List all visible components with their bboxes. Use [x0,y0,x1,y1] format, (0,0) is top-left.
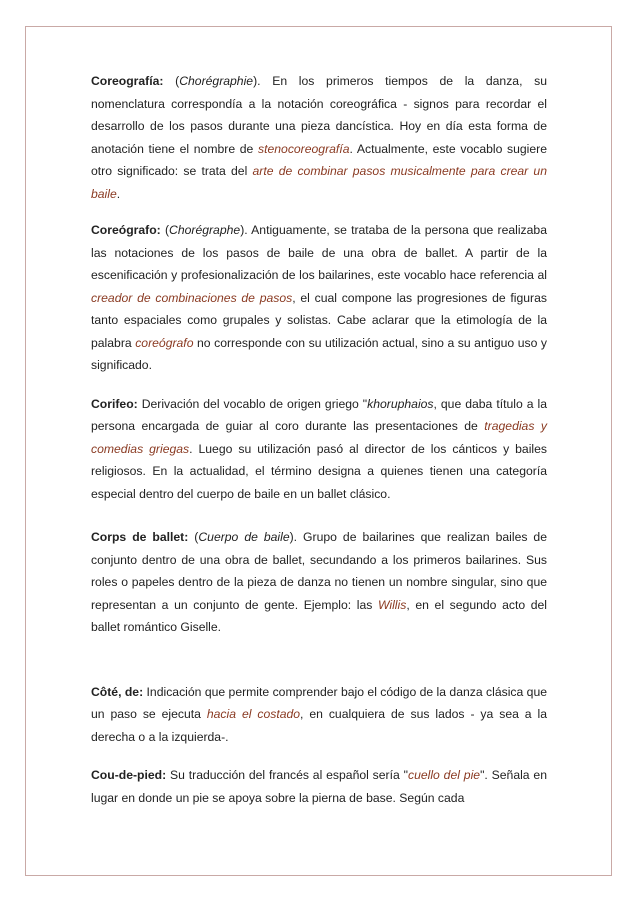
highlighted-phrase: tragedias y comedias griegas [91,419,547,456]
entry-text: . Actualmente, este vocablo sugiere otro significado: se trata del [91,141,547,178]
highlighted-phrase: arte de combinar pasos musicalmente para crear un baile [91,164,547,201]
highlighted-phrase: Willis [378,597,407,612]
italic-phrase: Chorégraphie [179,74,254,88]
entry-text: ). En los primeros tiempos de la danza, su nomenclatura correspondía a la notación coreográfica - signos para recordar el desarrollo de los pasos durante una pieza dancística. Hoy en día esta forma de anotación tiene el nombre de [91,74,548,156]
entry-text: , el cual compone las progresiones de figuras tanto espaciales como grupales y solistas. Cabe aclarar que la etimología de la palabra [91,290,547,350]
italic-phrase: khoruphaios [367,396,434,411]
entry-corifeo [91,393,547,506]
entry-coreografia [91,70,547,205]
entry-text: ( [188,530,199,544]
entry-term: Coreógrafo: [91,223,161,237]
highlighted-phrase: creador de combinaciones de pasos [91,290,293,305]
entry-text: . Luego su utilización pasó al director de los cánticos y bailes religiosos. En la actualidad, el término designa a quienes tienen una categoría especial dentro del cuerpo de baile en un ballet clásico. [91,441,547,501]
entry-text: , en el segundo acto del ballet romántico Giselle. [91,597,548,634]
entry-text: , en cualquiera de sus lados - ya sea a la derecha o a la izquierda-. [91,707,547,744]
entry-text: . [116,186,121,201]
entry-text: ( [163,74,180,88]
highlighted-phrase: hacia el costado [206,707,301,721]
italic-phrase: Cuerpo de baile [198,530,290,544]
glossary-body [91,70,547,809]
entry-text: ( [160,223,170,237]
entry-term: Cou-de-pied: [91,768,167,782]
entry-text: ". Señala en lugar en donde un pie se apoya sobre la pierna de base. Según cada [91,768,547,805]
entry-text: no corresponde con su utilización actual, sino a su antiguo uso y significado. [91,335,547,372]
entry-cou-de-pied [91,764,547,809]
entry-coreografo [91,219,547,377]
highlighted-phrase: coreógrafo [135,335,194,350]
entry-term: Côté, de: [91,684,144,699]
entry-text: Derivación del vocablo de origen griego " [137,396,368,411]
entry-text: Su traducción del francés al español sería " [166,768,408,782]
entry-cote-de [91,681,547,749]
italic-phrase: Chorégraphe [169,223,241,237]
entry-text: Indicación que permite comprender bajo el código de la danza clásica que un paso se ejecuta [91,684,548,721]
entry-text: ). Antiguamente, se trataba de la persona que realizaba las notaciones de los pasos de baile de una obra de ballet. A partir de la escenificación y profesionalización de los bailarines, este vocablo hace referencia al [91,223,547,282]
entry-term: Corifeo: [91,396,138,411]
highlighted-phrase: stenocoreografía [258,141,350,156]
highlighted-phrase: cuello del pie [407,768,481,782]
entry-term: Coreografía: [91,74,164,88]
entry-text: ). Grupo de bailarines que realizan bailes de conjunto dentro de una obra de ballet, secundando a los primeros bailarines. Sus roles o papeles dentro de la pieza de danza no tienen un nombre singular, sino que representan a un conjunto de gente. Ejemplo: las [91,530,547,612]
entry-corps-de-ballet [91,526,547,639]
entry-text: , que daba título a la persona encargada de guiar al coro durante las presentaciones de [91,396,547,433]
entry-term: Corps de ballet: [91,530,189,544]
